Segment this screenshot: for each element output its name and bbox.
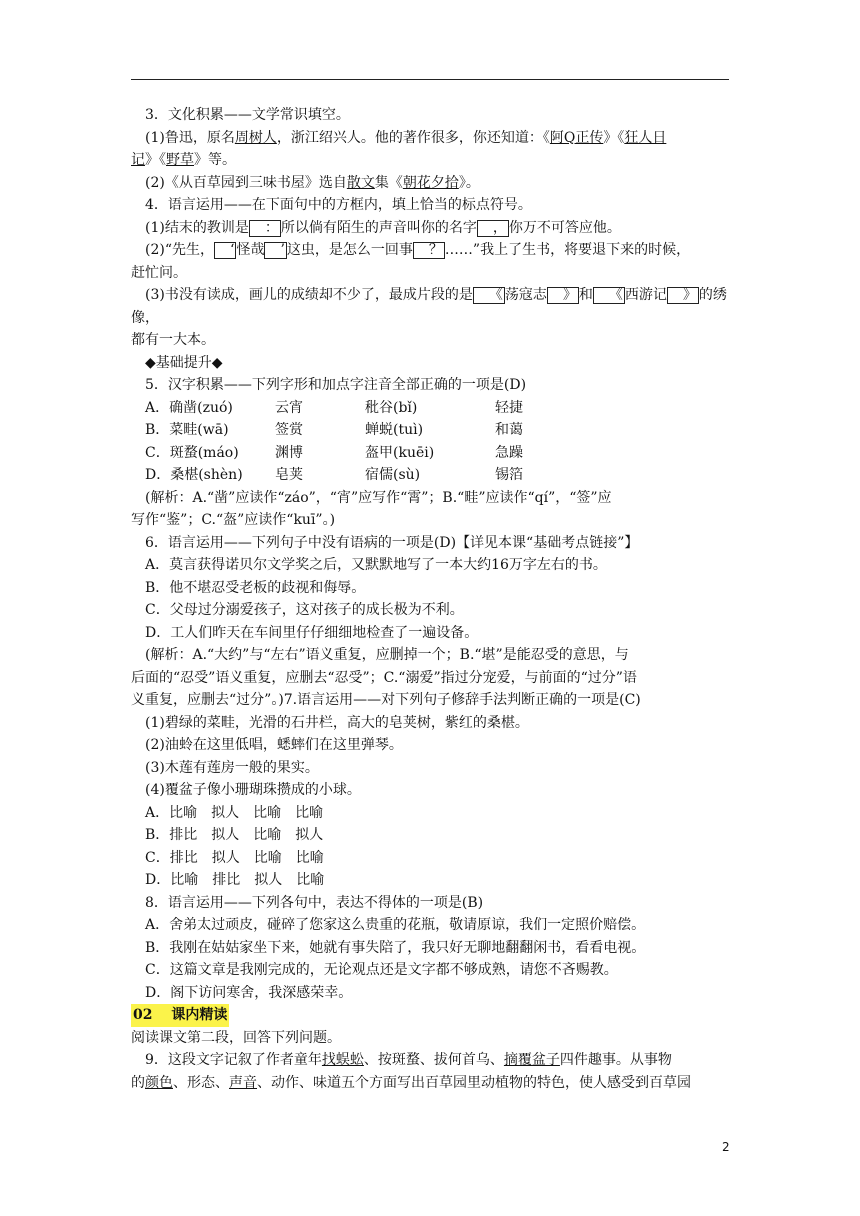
- q5-heading-text: 5．汉字积累——下列字形和加点字注音全部正确的一项是(D): [145, 377, 527, 393]
- q5-option-c: [131, 442, 731, 465]
- answer-wugong: 找蜈蚣: [321, 1052, 364, 1068]
- text: 的: [131, 1074, 145, 1091]
- q6-analysis-3: [131, 689, 731, 712]
- text: (解析：A.“凿”应读作“záo”，“宵”应写作“霄”；B.“畦”应读作“qí”，“签”应: [145, 489, 612, 506]
- punct-box: ’: [264, 242, 286, 259]
- q6-option-d: [131, 622, 731, 645]
- answer-zhoushuren: 周树人: [234, 129, 277, 146]
- q3-line-2: [131, 149, 731, 172]
- text: B．我刚在姑姑家坐下来，她就有事失陪了，我只好无聊地翻翻闲书，看看电视。: [145, 939, 646, 956]
- q4-line-1: [131, 217, 731, 240]
- q4-line-2: [131, 239, 731, 262]
- punct-box: ：: [249, 220, 281, 237]
- text: (2)“先生，: [145, 242, 214, 258]
- text: 、按斑蝥、拔何首乌、: [363, 1052, 504, 1068]
- q8-option-b: [131, 937, 731, 960]
- q6-analysis-1: [131, 644, 731, 667]
- text: (1)碧绿的菜畦，光滑的石井栏，高大的皂荚树，紫红的桑椹。: [145, 714, 529, 731]
- punct-box: ‘: [214, 242, 236, 259]
- word: 轻捷: [495, 399, 523, 416]
- word: 急躁: [495, 444, 523, 461]
- q9-line-2: [131, 1072, 731, 1095]
- q5-option-b: [131, 419, 731, 442]
- q7-sentence-2: [131, 734, 731, 757]
- text: A．比喻 拟人 比喻 比喻: [145, 804, 324, 821]
- answer-kuangren-cont: 记: [131, 152, 145, 168]
- answer-fupenzi: 摘覆盆子: [503, 1052, 560, 1068]
- answer-yanse: 颜色: [145, 1074, 173, 1091]
- text: 》《: [603, 129, 625, 146]
- text: A．舍弟太过顽皮，碰碎了您家这么贵重的花瓶，敬请原谅，我们一定照价赔偿。: [145, 917, 646, 933]
- q3-line-1: [131, 127, 731, 150]
- text: 这虫，是怎么一回事: [286, 242, 413, 258]
- q7-sentence-4: [131, 779, 731, 802]
- text: (2)油蛉在这里低唱，蟋蟀们在这里弹琴。: [145, 737, 403, 753]
- text: 所以倘有陌生的声音叫你的名字: [280, 219, 477, 236]
- q4-line-4: [131, 284, 731, 329]
- text: 荡寇志: [504, 287, 547, 303]
- q3-line-3: [131, 172, 731, 195]
- word: 盔甲(kuēi): [365, 444, 435, 461]
- text: B．排比 拟人 比喻 拟人: [145, 827, 324, 843]
- text: C．这篇文章是我刚完成的，无论观点还是文字都不够成熟，请您不吝赐教。: [145, 962, 618, 978]
- word: 渊博: [275, 444, 303, 461]
- text: 你万不可答应他。: [508, 219, 621, 236]
- q8-option-d: [131, 982, 731, 1005]
- word: 签赏: [275, 422, 303, 438]
- word: A．确凿(zuó): [145, 399, 233, 416]
- punct-box: 》: [547, 287, 579, 304]
- q7-sentence-1: [131, 712, 731, 735]
- word: 皂荚: [275, 467, 303, 483]
- text: (3)木莲有莲房一般的果实。: [145, 759, 319, 776]
- text: 、形态、: [173, 1074, 229, 1091]
- basic-title-text: ◆基础提升◆: [145, 354, 223, 371]
- q8-option-a: [131, 914, 731, 937]
- q6-option-b: [131, 577, 731, 600]
- text: 的绣像，: [131, 287, 727, 326]
- text: (2)《从百草园到三味书屋》选自: [145, 174, 347, 191]
- q8-heading: [131, 892, 731, 915]
- q3-heading-text: 3．文化积累——文学常识填空。: [145, 107, 350, 123]
- text: (1)结末的教训是: [145, 219, 249, 236]
- header-rule: [131, 79, 729, 80]
- text: 》等。: [194, 152, 236, 168]
- word: 云宵: [275, 399, 303, 416]
- q4-heading-text: 4．语言运用——在下面句中的方框内，填上恰当的标点符号。: [145, 197, 532, 213]
- punct-box: ？: [413, 242, 445, 259]
- text: 怪哉: [236, 242, 265, 258]
- q8-option-c: [131, 959, 731, 982]
- answer-shengyin: 声音: [229, 1074, 257, 1091]
- word: 宿儒(sù): [365, 467, 421, 483]
- page-number: 2: [722, 1140, 730, 1154]
- q7-option-d: [131, 869, 731, 892]
- answer-yecao: 野草: [166, 152, 194, 168]
- text: 阅读课文第二段，回答下列问题。: [131, 1029, 341, 1046]
- section-02-heading: [131, 1004, 731, 1027]
- text: A．莫言获得诺贝尔文学奖之后，又默默地写了一本大约16万字左右的书。: [145, 557, 607, 573]
- text: 四件趣事。从事物: [559, 1052, 672, 1068]
- q6-option-a: [131, 554, 731, 577]
- q7-option-a: [131, 802, 731, 825]
- text: D．阁下访问寒舍，我深感荣幸。: [145, 984, 353, 1001]
- text: (1)鲁迅，原名: [145, 129, 235, 146]
- text: (3)书没有读成，画儿的成绩却不少了，最成片段的是: [145, 287, 473, 303]
- q7-sentence-3: [131, 757, 731, 780]
- word: 锡箔: [495, 467, 523, 483]
- reading-intro: [131, 1027, 731, 1050]
- text: 、动作、味道五个方面写出百草园里动植物的特色，使人感受到百草园: [257, 1074, 691, 1091]
- q6-analysis-2: [131, 667, 731, 690]
- q4-line-3: [131, 262, 731, 285]
- q5-option-a: [131, 397, 731, 420]
- word: B．菜畦(wā): [145, 422, 229, 438]
- q5-analysis-2: [131, 509, 731, 532]
- q7-option-b: [131, 824, 731, 847]
- section-02-label: 02 课内精读: [131, 1004, 229, 1027]
- q7-option-c: [131, 847, 731, 870]
- text: 后面的“忍受”语义重复，应删去“忍受”；C.“溺爱”指过分宠爱，与前面的“过分”语: [131, 669, 637, 686]
- text: 赶忙问。: [131, 264, 187, 281]
- word: C．斑蝥(máo): [145, 444, 239, 461]
- page-content: [131, 104, 731, 1094]
- text: D．比喻 排比 拟人 比喻: [145, 872, 325, 888]
- q4-heading: [131, 194, 731, 217]
- answer-sanwen: 散文: [346, 174, 375, 191]
- q9-line-1: [131, 1049, 731, 1072]
- text: (解析：A.“大约”与“左右”语义重复，应删掉一个；B.“堪”是能忍受的意思，与: [145, 647, 629, 663]
- text: C．父母过分溺爱孩子，这对孩子的成长极为不利。: [145, 602, 464, 618]
- text: (4)覆盆子像小珊瑚珠攒成的小球。: [145, 782, 361, 798]
- text: 和: [578, 287, 593, 303]
- text: ……”我上了生书，将要退下来的时候，: [444, 242, 691, 258]
- q6-heading-text: 6．语言运用——下列句子中没有语病的一项是(D)【详见本课“基础考点链接”】: [145, 534, 639, 551]
- text: B．他不堪忍受老板的歧视和侮辱。: [145, 579, 366, 596]
- word: D．桑椹(shèn): [145, 467, 243, 483]
- answer-kuangren: 狂人日: [624, 129, 667, 146]
- q5-analysis-1: [131, 487, 731, 510]
- text: C．排比 拟人 比喻 比喻: [145, 849, 324, 866]
- text: 义重复，应删去“过分”。)7.语言运用——对下列句子修辞手法判断正确的一项是(C): [131, 692, 641, 708]
- answer-aq: 阿Q正传: [549, 129, 604, 146]
- word: 和蔼: [495, 422, 523, 438]
- text: D．工人们昨天在车间里仔仔细细地检查了一遍设备。: [145, 624, 479, 641]
- q4-line-5: [131, 329, 731, 352]
- punct-box: ，: [477, 220, 509, 237]
- text: ，浙江绍兴人。他的著作很多，你还知道：《: [276, 129, 550, 146]
- q5-option-d: [131, 464, 731, 487]
- q8-heading-text: 8．语言运用——下列各句中，表达不得体的一项是(B): [145, 894, 484, 911]
- text: 都有一大本。: [131, 332, 215, 348]
- text: 写作“鉴”；C.“盔”应读作“kuī”。): [131, 512, 336, 528]
- text: 西游记: [624, 287, 667, 303]
- punct-box: 》: [667, 287, 699, 304]
- text: 》。: [458, 174, 480, 191]
- word: 秕谷(bǐ): [365, 399, 418, 416]
- answer-zhaohua: 朝花夕拾: [402, 174, 459, 191]
- word: 蝉蜕(tuì): [365, 422, 424, 438]
- q6-heading: [131, 532, 731, 555]
- punct-box: 《: [473, 287, 505, 304]
- punct-box: 《: [593, 287, 625, 304]
- q3-heading: [131, 104, 731, 127]
- basic-section-title: [131, 352, 731, 375]
- q5-heading: [131, 374, 731, 397]
- text: 9．这段文字记叙了作者童年: [145, 1052, 322, 1068]
- q6-option-c: [131, 599, 731, 622]
- text: 》《: [145, 152, 166, 168]
- text: 集《: [374, 174, 403, 191]
